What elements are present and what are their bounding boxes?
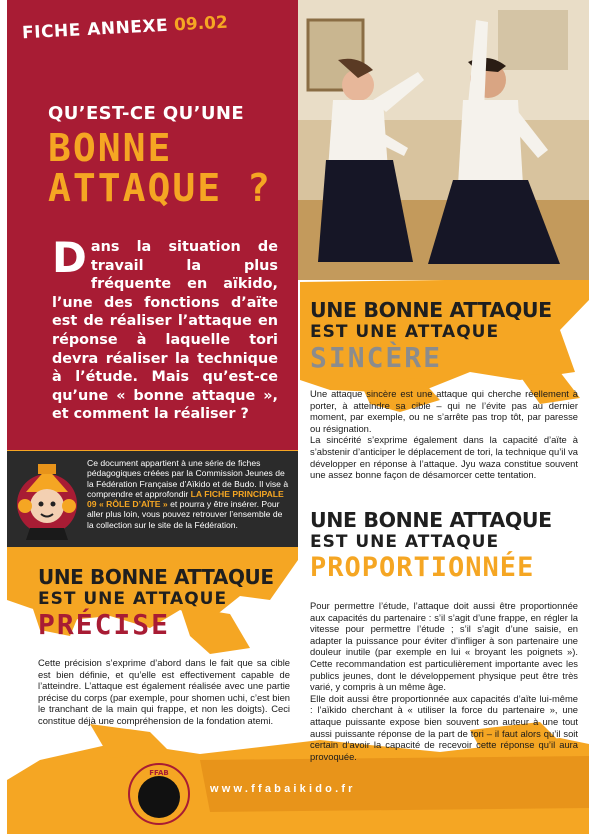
info-text-intro: Ce document appartient à une série de fiches pédagogiques créées par la Commission Jeunes de la Fédération Française d’Aïkido et de Budo. Il vise à comprendre et approfondir bbox=[87, 458, 289, 499]
title-question: QU’EST-CE QU’UNE bbox=[48, 103, 245, 124]
proportionnee-body bbox=[310, 600, 578, 762]
mascot-icon bbox=[16, 462, 78, 540]
proportionnee-paragraph-2: Elle doit aussi être proportionnée aux capacités d’aïte lui-même : l’aïkido cherchant à « utiliser la force du partenaire », une attaque puissante expose bien souvent son auteur à une tout aussi puissante réponse de la part de tori – il faut alors qu’il soit certain d’avoir la capacité de recevoir cette réponse qu’il aura provoquée. bbox=[310, 692, 578, 762]
section-proportionnee-heading bbox=[310, 508, 552, 584]
sincere-heading-line-1: UNE BONNE ATTAQUE bbox=[310, 298, 552, 322]
main-title bbox=[48, 103, 272, 208]
intro-text: ans la situation de travail la plus fréquente en aïkido, l’une des fonctions d’aïte est de réaliser l’attaque en réponse à laquelle tori devra réaliser la technique à l’étude. Mais qu’est-ce qu’une « bonne attaque », et comment la réaliser ? bbox=[52, 239, 278, 423]
section-sincere-heading bbox=[310, 298, 552, 374]
proportionnee-heading-word: PROPORTIONNÉE bbox=[310, 552, 535, 583]
precise-heading-word: PRÉCISE bbox=[38, 608, 171, 641]
sincere-body bbox=[310, 388, 578, 481]
sincere-heading-line-2: EST UNE ATTAQUE bbox=[310, 322, 500, 342]
proportionnee-heading-line-1: UNE BONNE ATTAQUE bbox=[310, 508, 552, 532]
proportionnee-heading-line-2: EST UNE ATTAQUE bbox=[310, 532, 500, 552]
fiche-annexe-text: FICHE ANNEXE bbox=[21, 15, 169, 44]
sincere-paragraph-1: Une attaque sincère est une attaque qui cherche réellement à porter, à atteindre sa cible – qui ne l’évite pas au dernier moment, par exemple, ou ne s’arrête pas trop tôt, par paresse ou résignation. bbox=[310, 388, 578, 434]
ffab-logo-text: FFAB bbox=[149, 769, 169, 777]
section-precise-heading bbox=[38, 565, 274, 641]
sincere-paragraph-2: La sincérité s’exprime également dans la capacité d’aïte à s’abstenir d’anticiper le déplacement de tori, la technique qu’il va développer en réponse à l’attaque. Jyu waza constitue souvent une assez bonne façon de désamorcer cette tentation. bbox=[310, 434, 578, 481]
precise-heading-line-2: EST UNE ATTAQUE bbox=[38, 589, 228, 609]
info-fiche-link[interactable]: LA FICHE PRINCIPALE 09 « RÔLE D’AÏTE » bbox=[87, 488, 284, 510]
aikido-photo bbox=[298, 0, 589, 280]
proportionnee-paragraph-1: Pour permettre l’étude, l’attaque doit aussi être proportionnée aux capacités du partenaire : s’il s’agit d’une frappe, en régler la vitesse pour permettre l’étude ; s’il s’agit d’une saisie, en adapter la puissance pour éviter d’infliger à son partenaire une douleur inutile (par exemple en lui « broyant les poignets »). Cette recommandation est particulièrement importante avec les publics jeunes, dont le développement physique peut être très varié, y compris à un même âge. bbox=[310, 600, 578, 693]
intro-dropcap: D bbox=[52, 233, 87, 282]
title-line-1: BONNE bbox=[48, 126, 173, 170]
aikido-photo-illustration bbox=[298, 0, 589, 280]
sincere-heading-word: SINCÈRE bbox=[310, 341, 443, 374]
website-link[interactable]: www.ffabaikido.fr bbox=[210, 783, 356, 795]
info-text bbox=[87, 458, 290, 530]
precise-paragraph-1: Cette précision s’exprime d’abord dans le fait que sa cible est bien définie, et qu’elle est effectivement capable de l’atteindre. L’attaque est également réalisée avec une partie précise du corps (par exemple, pour shomen uchi, c’est bien le tranchant de la main qui frappe, et non les doigts). Ceci constitue déjà une compréhension de la fondation atemi. bbox=[38, 657, 290, 726]
fiche-annexe-number: 09.02 bbox=[173, 12, 229, 36]
precise-body bbox=[38, 657, 290, 727]
intro-paragraph bbox=[52, 233, 278, 424]
title-line-2: ATTAQUE ? bbox=[48, 166, 272, 210]
ffab-logo bbox=[128, 763, 190, 825]
info-text-outro: et pourra y être insérer. Pour aller plus loin, vous pouvez retrouver l’ensemble de la collection sur le site de la Fédération. bbox=[87, 499, 283, 530]
precise-heading-line-1: UNE BONNE ATTAQUE bbox=[38, 565, 274, 589]
